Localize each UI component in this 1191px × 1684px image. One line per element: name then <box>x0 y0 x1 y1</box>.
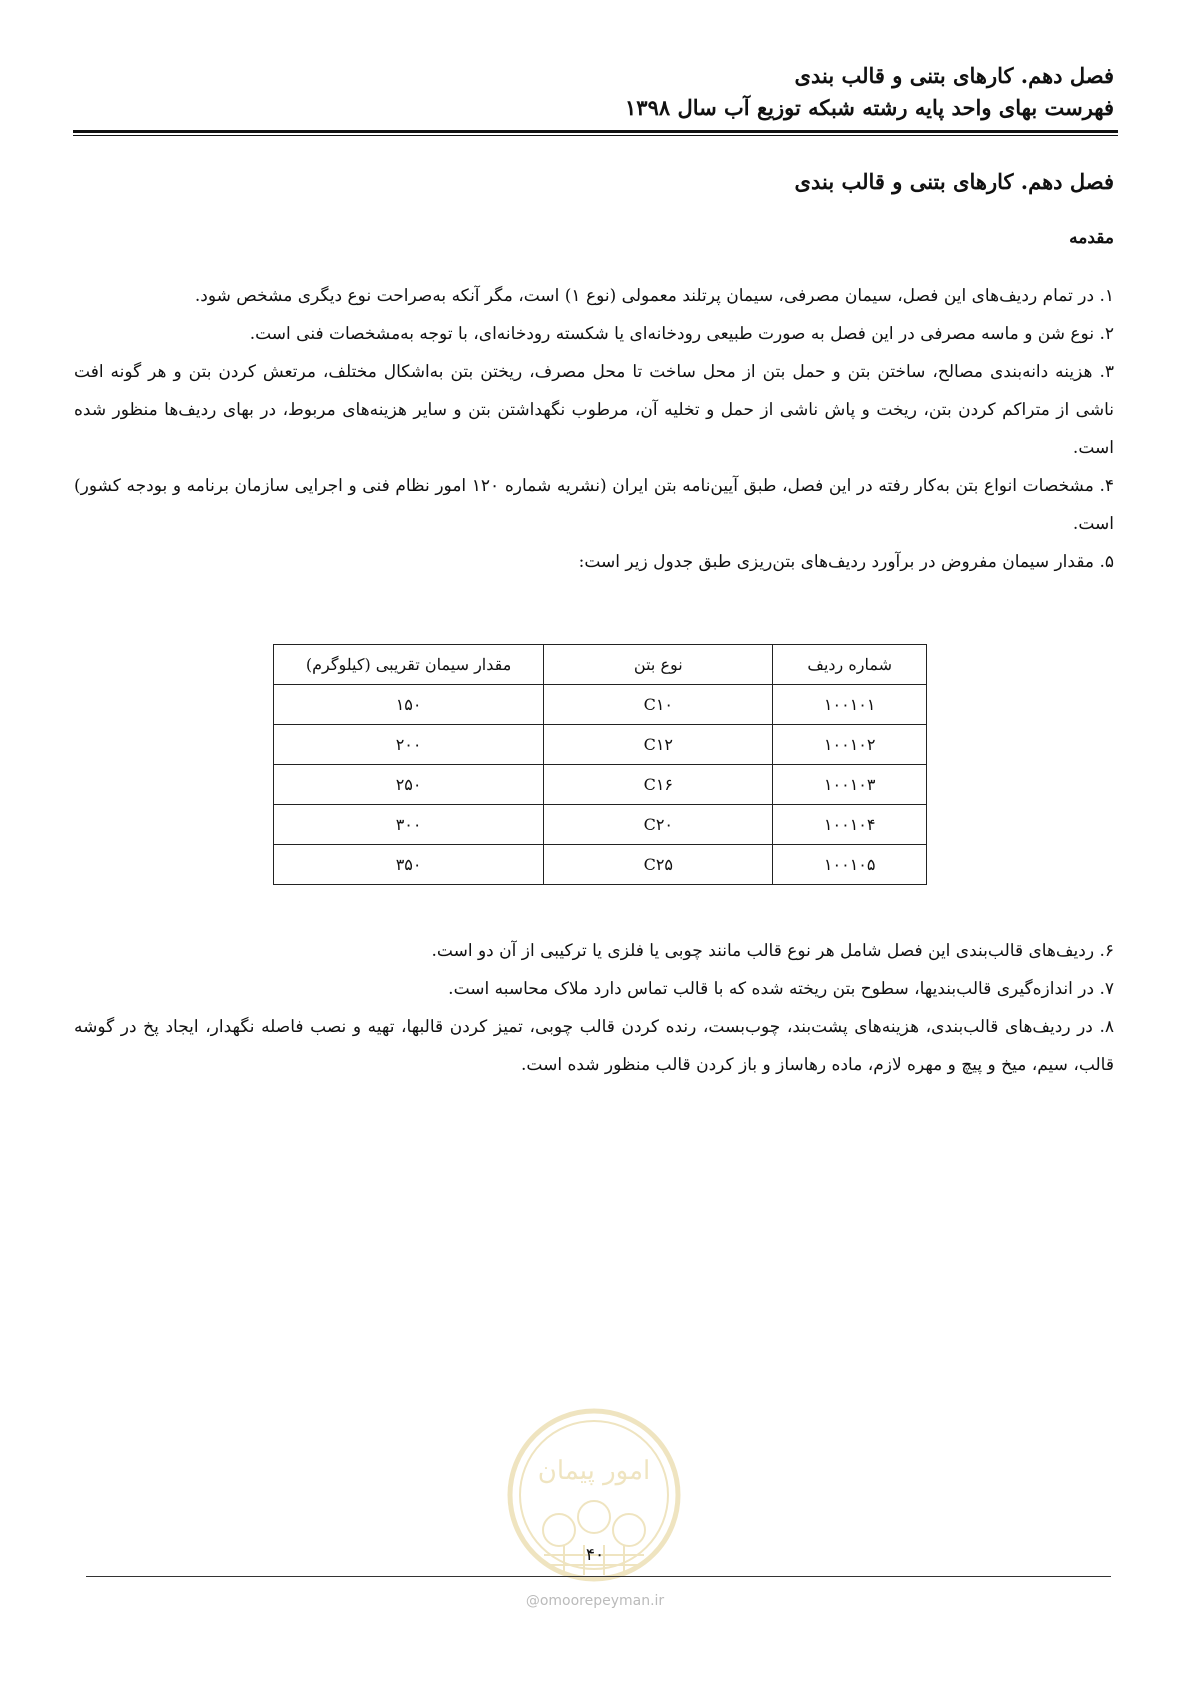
main-content-continued <box>74 932 1114 1084</box>
cell-cement-amount: ۲۰۰ <box>274 725 544 765</box>
intro-heading: مقدمه <box>1069 228 1114 248</box>
header-row-number: شماره ردیف <box>773 645 927 685</box>
cell-row-number: ۱۰۰۱۰۲ <box>773 725 927 765</box>
cell-row-number: ۱۰۰۱۰۵ <box>773 845 927 885</box>
cell-cement-amount: ۱۵۰ <box>274 685 544 725</box>
watermark-text: امور پیمان <box>537 1456 651 1486</box>
table-row <box>274 845 927 885</box>
cell-row-number: ۱۰۰۱۰۴ <box>773 805 927 845</box>
paragraph-4: ۴. مشخصات انواع بتن به‌کار رفته در این فصل، طبق آیین‌نامه بتن ایران (نشریه شماره ۱۲۰ امور نظام فنی و اجرایی سازمان برنامه و بودجه کشور) است. <box>74 476 1114 534</box>
paragraph-7: ۷. در اندازه‌گیری قالب‌بندیها، سطوح بتن ریخته شده که با قالب تماس دارد ملاک محاسبه است. <box>448 979 1114 999</box>
table-row <box>274 765 927 805</box>
page-header <box>79 60 1114 124</box>
cell-concrete-type: C۲۵ <box>544 845 773 885</box>
table-header-row <box>274 645 927 685</box>
cell-row-number: ۱۰۰۱۰۳ <box>773 765 927 805</box>
paragraph-3: ۳. هزینه دانه‌بندی مصالح، ساختن بتن و حمل بتن از محل ساخت تا محل مصرف، ریختن بتن به‌اشکال مختلف، مرتعش کردن بتن و هر گونه افت ناشی از متراکم کردن بتن، ریخت و پاش ناشی از حمل و تخلیه آن، مرطوب نگهداشتن بتن و سایر هزینه‌های مربوط، در بهای ردیف‌ها منظور شده است. <box>74 362 1114 458</box>
cell-cement-amount: ۳۰۰ <box>274 805 544 845</box>
paragraph-2: ۲. نوع شن و ماسه مصرفی در این فصل به صورت طبیعی رودخانه‌ای یا شکسته رودخانه‌ای، با توجه به‌مشخصات فنی است. <box>249 324 1114 344</box>
paragraph-5: ۵. مقدار سیمان مفروض در برآورد ردیف‌های بتن‌ریزی طبق جدول زیر است: <box>578 552 1114 572</box>
header-rule-thick <box>73 130 1118 133</box>
table-row <box>274 685 927 725</box>
cell-cement-amount: ۲۵۰ <box>274 765 544 805</box>
paragraph-8: ۸. در ردیف‌های قالب‌بندی، هزینه‌های پشت‌بند، چوب‌بست، رنده کردن قالب چوبی، تمیز کردن قالبها، تهیه و نصب فاصله نگهدار، ایجاد پخ در گوشه قالب، سیم، میخ و پیچ و مهره لازم، ماده رهاساز و باز کردن قالب منظور شده است. <box>74 1017 1114 1075</box>
main-content <box>74 165 1114 581</box>
cell-concrete-type: C۱۶ <box>544 765 773 805</box>
cell-concrete-type: C۲۰ <box>544 805 773 845</box>
cell-concrete-type: C۱۰ <box>544 685 773 725</box>
header-document-title: فهرست بهای واحد پایه رشته شبکه توزیع آب سال ۱۳۹۸ <box>625 95 1114 120</box>
table-row <box>274 805 927 845</box>
header-concrete-type: نوع بتن <box>544 645 773 685</box>
table-row <box>274 725 927 765</box>
header-cement-amount: مقدار سیمان تقریبی (کیلوگرم) <box>274 645 544 685</box>
chapter-title: فصل دهم. کارهای بتنی و قالب بندی <box>794 169 1114 194</box>
cement-table-wrapper <box>273 644 927 885</box>
footer-rule <box>86 1576 1111 1577</box>
cement-table <box>273 644 927 885</box>
header-chapter-line: فصل دهم. کارهای بتنی و قالب بندی <box>794 63 1114 88</box>
paragraph-6: ۶. ردیف‌های قالب‌بندی این فصل شامل هر نوع قالب مانند چوبی یا فلزی یا ترکیبی از آن دو است. <box>431 941 1114 961</box>
paragraph-1: ۱. در تمام ردیف‌های این فصل، سیمان مصرفی، سیمان پرتلند معمولی (نوع ۱) است، مگر آنکه به‌صراحت نوع دیگری مشخص شود. <box>194 286 1114 306</box>
header-rule-thin <box>73 135 1118 136</box>
cell-cement-amount: ۳۵۰ <box>274 845 544 885</box>
cell-concrete-type: C۱۲ <box>544 725 773 765</box>
page-number: ۴۰ <box>585 1545 605 1565</box>
footer-site: @omoorepeyman.ir <box>525 1593 665 1609</box>
cell-row-number: ۱۰۰۱۰۱ <box>773 685 927 725</box>
